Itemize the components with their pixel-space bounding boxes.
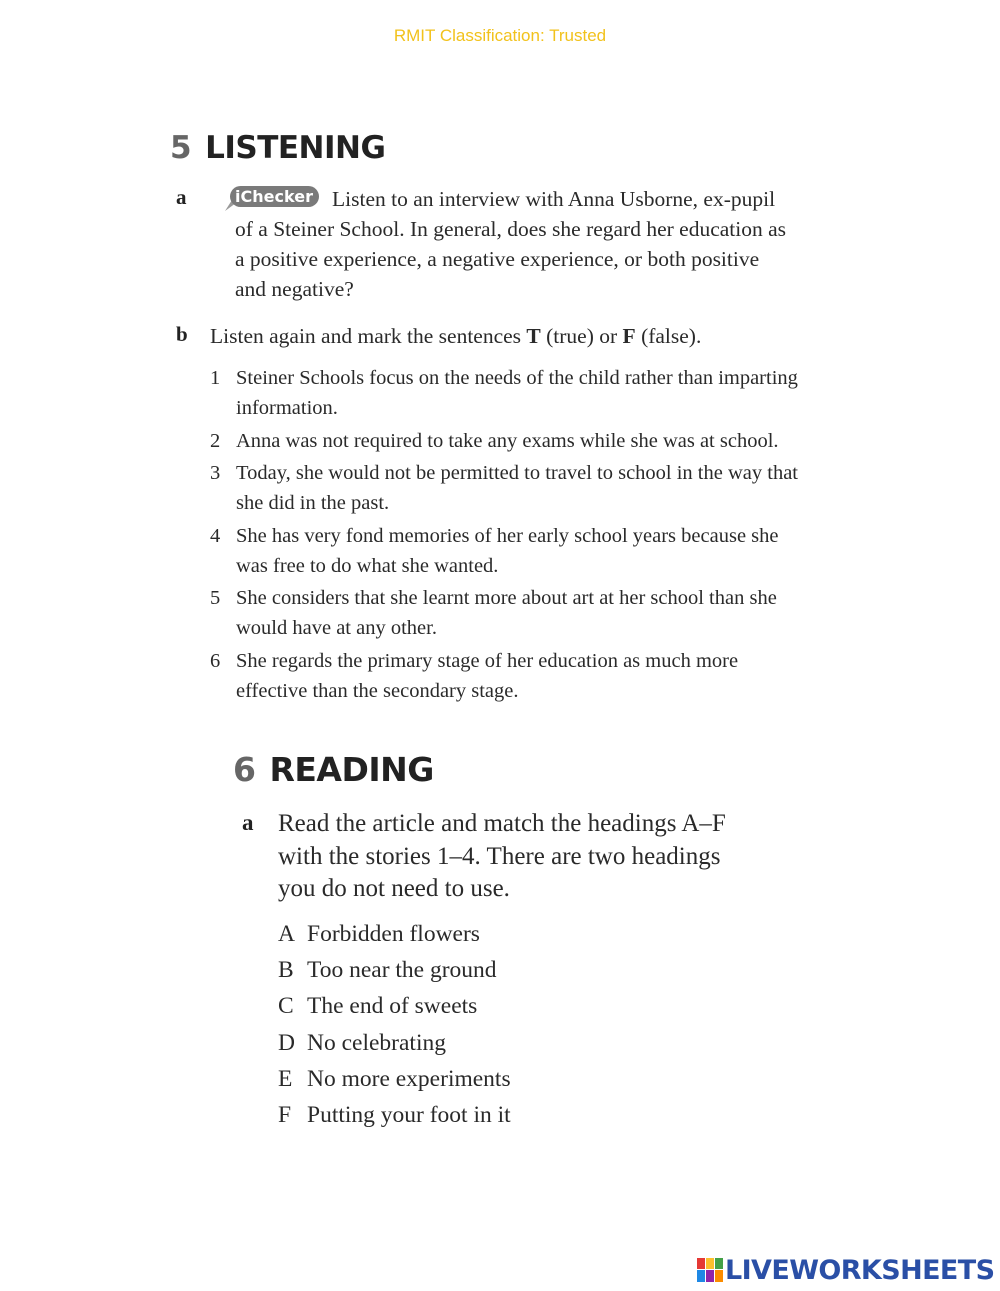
heading-letter: C: [278, 993, 294, 1020]
exercise-5a-instructions: [235, 184, 795, 304]
list-item: [210, 521, 810, 581]
list-item: [210, 363, 810, 423]
heading-letter: D: [278, 1029, 295, 1056]
section-heading-listening: [170, 130, 385, 166]
list-item: [210, 646, 810, 706]
list-item: [278, 916, 511, 952]
liveworksheets-blocks-icon: [697, 1258, 723, 1282]
exercise-6a-instructions: Read the article and match the headings A–F with the stories 1–4. There are two headings you do not need to use.: [278, 810, 726, 902]
liveworksheets-logo[interactable]: [697, 1255, 994, 1285]
heading-text: Putting your foot in it: [307, 1101, 511, 1128]
item-text: She considers that she learnt more about art at her school than she would have at any other.: [236, 587, 777, 639]
section-number: 6: [233, 750, 256, 789]
item-number: 2: [210, 429, 221, 452]
item-number: 4: [210, 524, 221, 547]
logo-text: LIVEWORKSHEETS: [725, 1254, 995, 1286]
list-item: [278, 988, 511, 1024]
heading-text: Forbidden flowers: [307, 921, 480, 947]
text: (true) or: [540, 324, 623, 348]
item-number: 5: [210, 587, 221, 609]
section-title: READING: [269, 750, 434, 789]
list-item: [278, 952, 511, 988]
text: (false).: [635, 324, 702, 348]
exercise-letter: a: [176, 185, 187, 209]
item-text: Anna was not required to take any exams while she was at school.: [236, 429, 779, 452]
ichecker-label: iChecker: [235, 187, 313, 206]
heading-letter: F: [278, 1101, 292, 1128]
exercise-5b-instructions: [210, 321, 830, 351]
exercise-5a-text: Listen to an interview with Anna Usborne, ex-pupil of a Steiner School. In general, does she regard her education as a positive experience, a negative experience, or both positive and negative?: [235, 187, 787, 301]
item-text: She has very fond memories of her early school years because she was free to do what she wanted.: [236, 524, 779, 577]
list-item: [210, 458, 810, 518]
heading-letter: B: [278, 957, 294, 984]
exercise-letter: a: [242, 810, 254, 835]
item-number: 1: [210, 367, 221, 389]
list-item: [210, 583, 810, 643]
true-false-statements-list: [210, 363, 810, 708]
item-text: Today, she would not be permitted to travel to school in the way that she did in the past.: [236, 462, 798, 514]
text: Listen again and mark the sentences: [210, 324, 527, 348]
list-item: [278, 1061, 511, 1097]
heading-letter: A: [278, 921, 295, 947]
heading-text: Too near the ground: [307, 957, 497, 984]
true-marker: T: [526, 324, 541, 348]
item-text: She regards the primary stage of her education as much more effective than the secondary stage.: [236, 649, 739, 702]
heading-text: No more experiments: [307, 1065, 511, 1092]
section-number: 5: [170, 130, 192, 166]
section-title: LISTENING: [205, 130, 386, 166]
list-item: [278, 1097, 511, 1133]
item-text: Steiner Schools focus on the needs of the child rather than imparting information.: [236, 367, 798, 419]
headings-list: [278, 916, 511, 1133]
item-number: 6: [210, 649, 221, 672]
heading-text: No celebrating: [307, 1029, 446, 1056]
heading-letter: E: [278, 1065, 293, 1092]
section-heading-reading: [233, 750, 434, 789]
list-item: [278, 1025, 511, 1061]
false-marker: F: [622, 324, 636, 348]
list-item: [210, 426, 810, 456]
heading-text: The end of sweets: [307, 993, 478, 1020]
classification-label: RMIT Classification: Trusted: [393, 26, 607, 45]
item-number: 3: [210, 462, 221, 484]
exercise-letter: b: [176, 322, 188, 346]
